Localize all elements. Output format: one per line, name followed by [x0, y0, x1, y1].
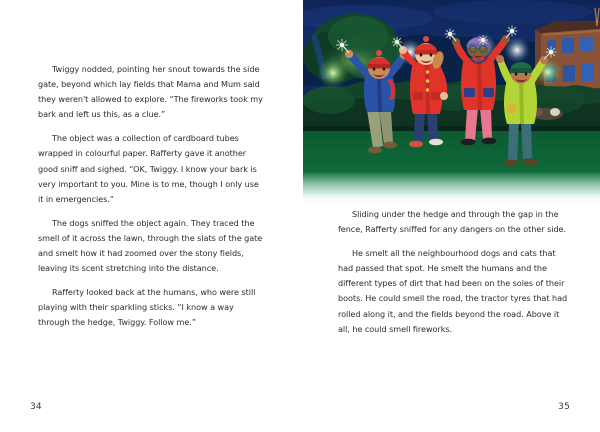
- paragraph: The object was a collection of cardboard tubes wrapped in colourful paper. Rafferty gave it another good sniff and sighed. “OK, Twiggy. I know your bark is very important to you. Mine is to me, though I only use it in emergencies.”: [38, 133, 259, 204]
- page-number-right: 35: [558, 402, 570, 412]
- illustration-artwork: [303, 0, 600, 204]
- paragraph: Sliding under the hedge and through the gap in the fence, Rafferty sniffed for any dangers on the other side.: [338, 209, 566, 235]
- left-page-text-column: [38, 62, 266, 331]
- right-page-text-column: [338, 207, 568, 337]
- bottom-fade: [303, 172, 600, 204]
- paragraph: Twiggy nodded, pointing her snout towards the side gate, beyond which lay fields that Mama and Mum said they weren't allowed to explore. “The fireworks took my bark and left us this, as a clue.”: [38, 64, 263, 120]
- illustration-fireworks-night: [303, 0, 600, 204]
- sparkler-glow-1: [317, 57, 349, 89]
- hedge: [303, 81, 600, 132]
- paragraph: The dogs sniffed the object again. They traced the smell of it across the lawn, through the slats of the gate and smelt how it had zoomed over the stony fields, leaving its scent stretching into the distance.: [38, 217, 263, 274]
- paragraph: Rafferty looked back at the humans, who were still playing with their sparkling sticks. “I know a way through the hedge, Twiggy. Follow me.”: [38, 287, 256, 328]
- paragraph: He smelt all the neighbourhood dogs and cats that had passed that spot. He smelt the humans and the different types of dirt that had been on the soles of their boots. He could smell the road, the tractor tyres that had rolled along it, and the fields beyond the road. Above it all, he could smell fireworks.: [338, 248, 568, 334]
- page-number-left: 34: [30, 402, 42, 412]
